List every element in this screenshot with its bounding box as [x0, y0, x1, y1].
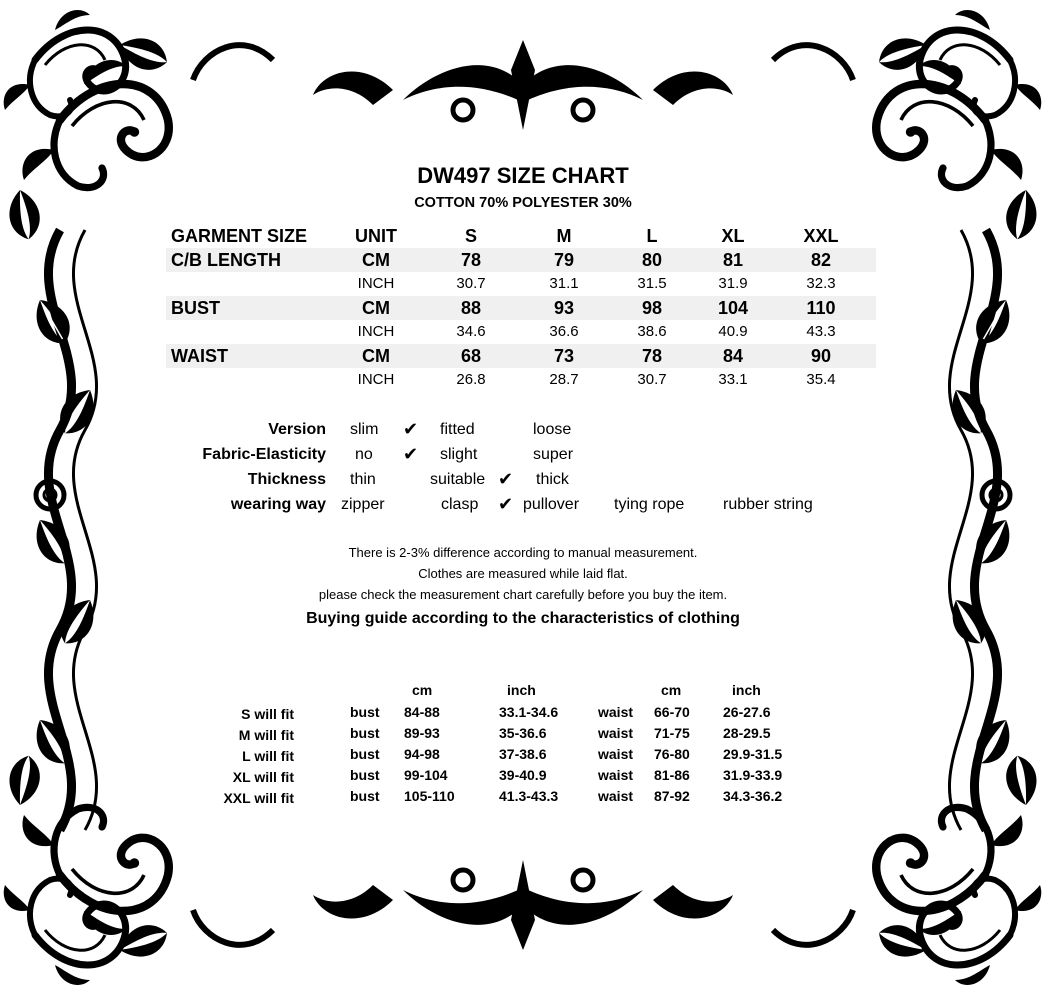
- value-cell: 34.6: [456, 323, 486, 340]
- page-title: DW497 SIZE CHART: [417, 163, 629, 188]
- guide-waist-cm: 81-86: [654, 767, 690, 783]
- table-row: [166, 248, 876, 272]
- guide-bust-word: bust: [350, 746, 380, 762]
- guide-waist-cm: 87-92: [654, 788, 690, 804]
- value-cell: 40.9: [718, 323, 748, 340]
- value-cell: 90: [810, 346, 832, 366]
- attribute-option: fitted: [440, 421, 475, 438]
- guide-waist-inch: 28-29.5: [723, 725, 771, 741]
- guide-bust-inch: 33.1-34.6: [499, 704, 559, 720]
- value-cell: 110: [806, 298, 836, 318]
- check-icon: ✔: [403, 444, 419, 464]
- value-cell: 80: [641, 250, 663, 270]
- value-cell: 38.6: [637, 323, 667, 340]
- guide-waist-word: waist: [598, 767, 634, 783]
- header-size-m: M: [556, 226, 572, 246]
- attribute-option: loose: [533, 421, 572, 438]
- attribute-label-version: Version: [268, 421, 326, 438]
- check-icon: ✔: [498, 469, 514, 489]
- unit-cell: CM: [362, 298, 390, 318]
- size-table: [166, 224, 876, 392]
- guide-bust-word: bust: [350, 704, 380, 720]
- guide-waist-word: waist: [598, 725, 634, 741]
- header-size-s: S: [464, 226, 477, 246]
- guide-bust-cm: 84-88: [404, 704, 440, 720]
- guide-size-label: S will fit: [241, 706, 294, 722]
- attribute-option: tying rope: [614, 496, 685, 513]
- value-cell: 36.6: [549, 323, 579, 340]
- value-cell: 31.9: [718, 275, 748, 292]
- guide-bust-inch: 35-36.6: [499, 725, 547, 741]
- value-cell: 93: [553, 298, 575, 318]
- guide-header-bust-inch: inch: [507, 682, 536, 698]
- guide-waist-inch: 34.3-36.2: [723, 788, 783, 804]
- guide-bust-cm: 89-93: [404, 725, 440, 741]
- value-cell: 31.1: [549, 275, 579, 292]
- attribute-label-fabric-elasticity: Fabric-Elasticity: [202, 446, 326, 463]
- note-line: Clothes are measured while laid flat.: [418, 566, 628, 581]
- value-cell: 35.4: [806, 371, 836, 388]
- unit-cell: INCH: [357, 275, 395, 292]
- guide-bust-word: bust: [350, 725, 380, 741]
- row-label: WAIST: [171, 346, 228, 366]
- attribute-option: super: [533, 446, 574, 463]
- attribute-label-wearing-way: wearing way: [230, 496, 326, 513]
- value-cell: 28.7: [549, 371, 579, 388]
- guide-bust-inch: 39-40.9: [499, 767, 547, 783]
- guide-bust-word: bust: [350, 788, 380, 804]
- table-row: [166, 272, 876, 296]
- guide-size-label: XL will fit: [232, 769, 294, 785]
- row-label: BUST: [171, 298, 220, 318]
- attribute-option: slight: [440, 446, 478, 463]
- value-cell: 78: [460, 250, 482, 270]
- value-cell: 78: [641, 346, 663, 366]
- value-cell: 81: [722, 250, 744, 270]
- value-cell: 68: [460, 346, 482, 366]
- value-cell: 43.3: [806, 323, 836, 340]
- value-cell: 33.1: [718, 371, 748, 388]
- guide-header-waist-cm: cm: [661, 682, 682, 698]
- attribute-option: slim: [350, 421, 379, 438]
- header-size-xxl: XXL: [803, 226, 839, 246]
- attribute-option: suitable: [430, 471, 486, 488]
- table-row: [166, 296, 876, 320]
- guide-waist-cm: 66-70: [654, 704, 690, 720]
- guide-bust-cm: 94-98: [404, 746, 440, 762]
- guide-size-label: XXL will fit: [223, 790, 294, 806]
- value-cell: 82: [810, 250, 832, 270]
- value-cell: 32.3: [806, 275, 836, 292]
- value-cell: 30.7: [637, 371, 667, 388]
- guide-waist-word: waist: [598, 746, 634, 762]
- header-garment-size: GARMENT SIZE: [171, 226, 308, 246]
- value-cell: 98: [641, 298, 663, 318]
- attribute-option: thin: [350, 471, 376, 488]
- row-label: C/B LENGTH: [171, 250, 281, 270]
- guide-bust-cm: 99-104: [404, 767, 448, 783]
- guide-bust-cm: 105-110: [404, 788, 455, 804]
- attribute-option: rubber string: [723, 496, 813, 513]
- guide-waist-inch: 29.9-31.5: [723, 746, 783, 762]
- guide-bust-word: bust: [350, 767, 380, 783]
- header-size-l: L: [646, 226, 658, 246]
- header-unit: UNIT: [355, 226, 397, 246]
- guide-size-label: M will fit: [238, 727, 294, 743]
- guide-waist-word: waist: [598, 788, 634, 804]
- guide-header-waist-inch: inch: [732, 682, 761, 698]
- value-cell: 30.7: [456, 275, 486, 292]
- value-cell: 84: [722, 346, 744, 366]
- note-line: please check the measurement chart carefully before you buy the item.: [318, 587, 728, 602]
- value-cell: 104: [717, 298, 749, 318]
- guide-waist-inch: 26-27.6: [723, 704, 771, 720]
- attribute-option: clasp: [441, 496, 479, 513]
- header-size-xl: XL: [721, 226, 745, 246]
- value-cell: 26.8: [456, 371, 486, 388]
- guide-waist-cm: 76-80: [654, 746, 690, 762]
- value-cell: 88: [460, 298, 482, 318]
- table-row: [166, 344, 876, 368]
- value-cell: 31.5: [637, 275, 667, 292]
- guide-waist-inch: 31.9-33.9: [723, 767, 783, 783]
- check-icon: ✔: [403, 419, 419, 439]
- attribute-option: no: [355, 446, 373, 463]
- buying-guide-title: Buying guide according to the characteristics of clothing: [306, 610, 740, 627]
- table-row: [166, 320, 876, 344]
- guide-bust-inch: 41.3-43.3: [499, 788, 559, 804]
- value-cell: 73: [553, 346, 575, 366]
- table-row: [166, 368, 876, 392]
- attribute-option: thick: [536, 471, 569, 488]
- unit-cell: INCH: [357, 323, 395, 340]
- unit-cell: CM: [362, 250, 390, 270]
- guide-header-bust-cm: cm: [412, 682, 433, 698]
- guide-waist-cm: 71-75: [654, 725, 690, 741]
- unit-cell: INCH: [357, 371, 395, 388]
- guide-bust-inch: 37-38.6: [499, 746, 547, 762]
- unit-cell: CM: [362, 346, 390, 366]
- attribute-option: pullover: [523, 496, 580, 513]
- table-header-row: [166, 224, 876, 248]
- guide-waist-word: waist: [598, 704, 634, 720]
- fabric-composition: COTTON 70% POLYESTER 30%: [414, 195, 632, 211]
- attribute-option: zipper: [341, 496, 385, 513]
- value-cell: 79: [553, 250, 575, 270]
- note-line: There is 2-3% difference according to manual measurement.: [348, 545, 698, 560]
- check-icon: ✔: [498, 494, 514, 514]
- guide-size-label: L will fit: [242, 748, 294, 764]
- attribute-label-thickness: Thickness: [247, 471, 326, 488]
